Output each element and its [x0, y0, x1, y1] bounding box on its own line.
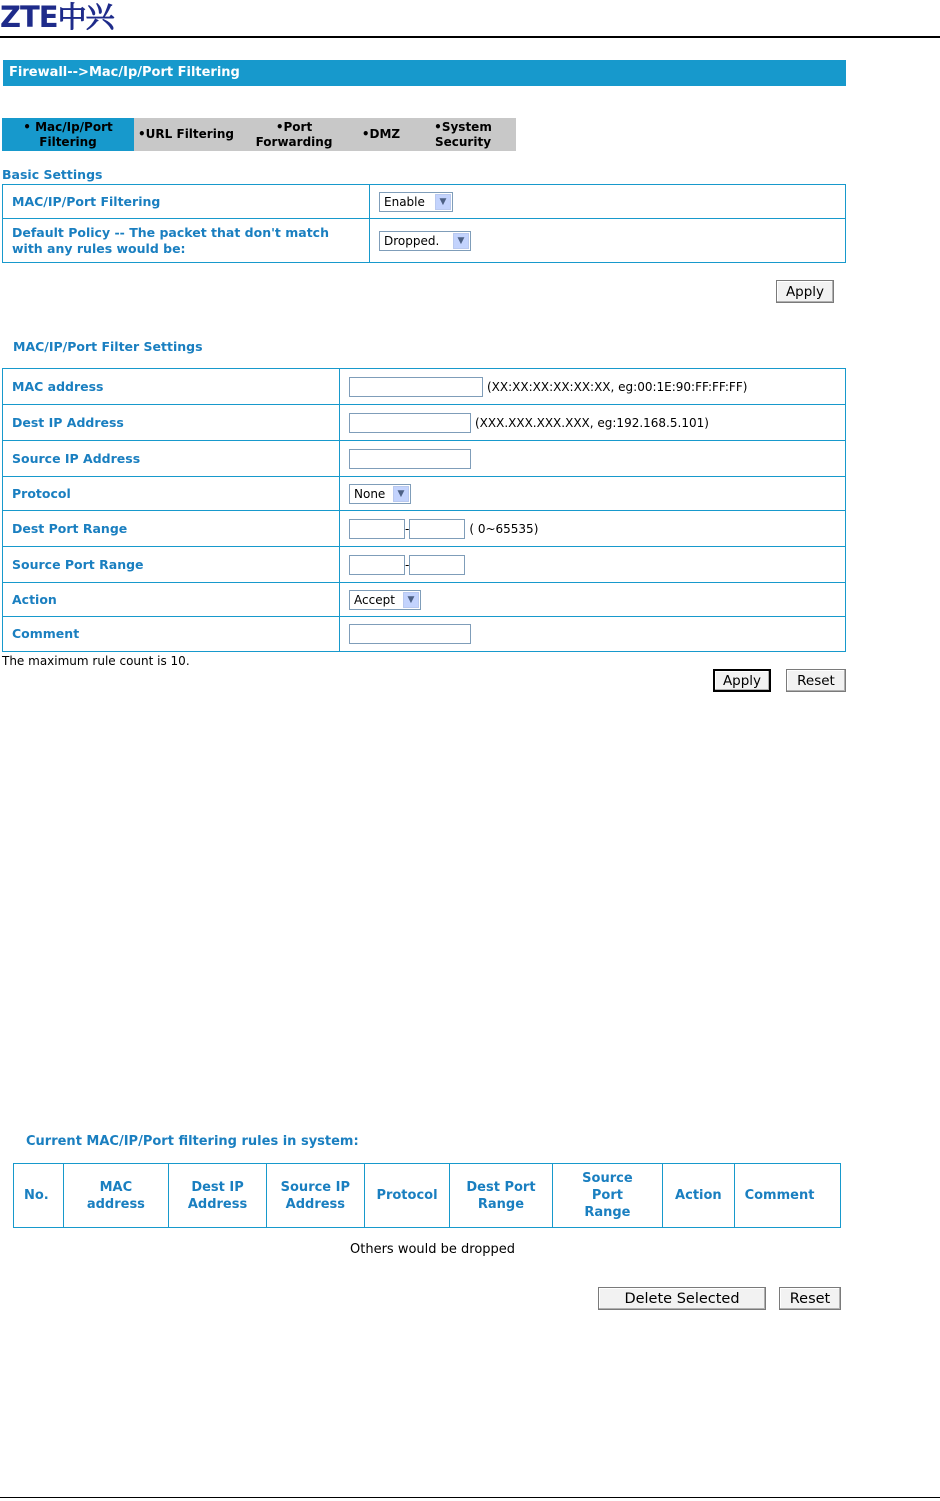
source-port-separator: - — [405, 557, 410, 572]
column-header: Source IP Address — [266, 1164, 364, 1228]
column-header: Dest Port Range — [450, 1164, 552, 1228]
action-select[interactable] — [349, 590, 421, 610]
comment-cell — [340, 617, 846, 652]
rules-reset-button[interactable]: Reset — [779, 1287, 841, 1310]
source-port-end-input[interactable] — [409, 555, 465, 575]
dest-ip-hint: (XXX.XXX.XXX.XXX, eg:192.168.5.101) — [474, 415, 709, 430]
basic-settings-heading: Basic Settings — [2, 167, 103, 182]
column-header: Protocol — [364, 1164, 450, 1228]
default-policy-value: Dropped. — [384, 233, 440, 248]
column-header: Action — [663, 1164, 734, 1228]
chevron-down-icon[interactable]: ▼ — [453, 233, 469, 249]
source-port-range-label: Source Port Range — [3, 547, 340, 583]
filter-settings-table — [2, 368, 846, 652]
dest-port-end-input[interactable] — [409, 519, 465, 539]
table-header-row — [14, 1164, 841, 1228]
header-divider — [0, 36, 940, 38]
tab-url-filtering[interactable]: •URL Filtering — [138, 127, 234, 141]
action-cell — [340, 583, 846, 617]
mac-address-label: MAC address — [3, 369, 340, 405]
source-port-start-input[interactable] — [349, 555, 405, 575]
max-rule-note: The maximum rule count is 10. — [2, 654, 190, 668]
mac-address-hint: (XX:XX:XX:XX:XX:XX, eg:00:1E:90:FF:FF:FF) — [486, 379, 748, 394]
dest-port-start-input[interactable] — [349, 519, 405, 539]
action-label: Action — [3, 583, 340, 617]
source-ip-label: Source IP Address — [3, 441, 340, 477]
dest-port-range-cell — [340, 511, 846, 547]
filter-apply-button[interactable]: Apply — [713, 669, 771, 692]
comment-label: Comment — [3, 617, 340, 652]
delete-selected-button[interactable]: Delete Selected — [598, 1287, 766, 1310]
filter-settings-heading: MAC/IP/Port Filter Settings — [13, 339, 203, 354]
tab-dmz[interactable]: •DMZ — [361, 127, 401, 141]
mac-address-input[interactable] — [349, 377, 483, 397]
comment-input[interactable] — [349, 624, 471, 644]
protocol-value: None — [354, 486, 386, 501]
mac-ip-port-filtering-select[interactable] — [379, 192, 453, 212]
default-policy-cell — [370, 219, 846, 263]
chevron-down-icon[interactable]: ▼ — [403, 592, 419, 608]
column-header: Source Port Range — [552, 1164, 662, 1228]
dest-port-range-label: Dest Port Range — [3, 511, 340, 547]
action-value: Accept — [354, 592, 395, 607]
dest-port-separator: - — [405, 521, 410, 536]
footer-divider — [0, 1497, 940, 1498]
tab-bar — [2, 118, 516, 151]
mac-ip-port-filtering-label: MAC/IP/Port Filtering — [3, 185, 370, 219]
mac-address-cell — [340, 369, 846, 405]
column-header: MAC address — [63, 1164, 169, 1228]
filter-reset-button[interactable]: Reset — [786, 669, 846, 692]
current-rules-table — [13, 1163, 841, 1228]
source-port-range-cell — [340, 547, 846, 583]
column-header: Dest IP Address — [169, 1164, 267, 1228]
mac-ip-port-filtering-cell — [370, 185, 846, 219]
column-header: No. — [14, 1164, 64, 1228]
protocol-cell — [340, 477, 846, 511]
basic-apply-button[interactable]: Apply — [776, 280, 834, 303]
source-ip-input[interactable] — [349, 449, 471, 469]
basic-settings-table — [2, 184, 846, 263]
others-dropped-note: Others would be dropped — [350, 1242, 516, 1257]
dest-ip-input[interactable] — [349, 413, 471, 433]
zte-logo: ZTE中兴 — [0, 0, 114, 34]
chevron-down-icon[interactable]: ▼ — [393, 486, 409, 502]
chevron-down-icon[interactable]: ▼ — [435, 194, 451, 210]
source-ip-cell — [340, 441, 846, 477]
dest-ip-cell — [340, 405, 846, 441]
column-header: Comment — [734, 1164, 840, 1228]
default-policy-label: Default Policy -- The packet that don't match with any rules would be: — [3, 219, 370, 263]
default-policy-select[interactable] — [379, 231, 471, 251]
dest-ip-label: Dest IP Address — [3, 405, 340, 441]
page-title: Firewall-->Mac/Ip/Port Filtering — [3, 60, 846, 86]
mac-ip-port-filtering-value: Enable — [384, 194, 425, 209]
tab-port-forwarding[interactable]: •Port Forwarding — [255, 119, 333, 149]
tab-system-security[interactable]: •System Security — [434, 119, 492, 149]
dest-port-hint: ( 0~65535) — [469, 521, 539, 536]
current-rules-heading: Current MAC/IP/Port filtering rules in system: — [26, 1134, 359, 1149]
protocol-select[interactable] — [349, 484, 411, 504]
protocol-label: Protocol — [3, 477, 340, 511]
tab-mac-ip-port-filtering[interactable]: • Mac/Ip/Port Filtering — [2, 118, 134, 151]
